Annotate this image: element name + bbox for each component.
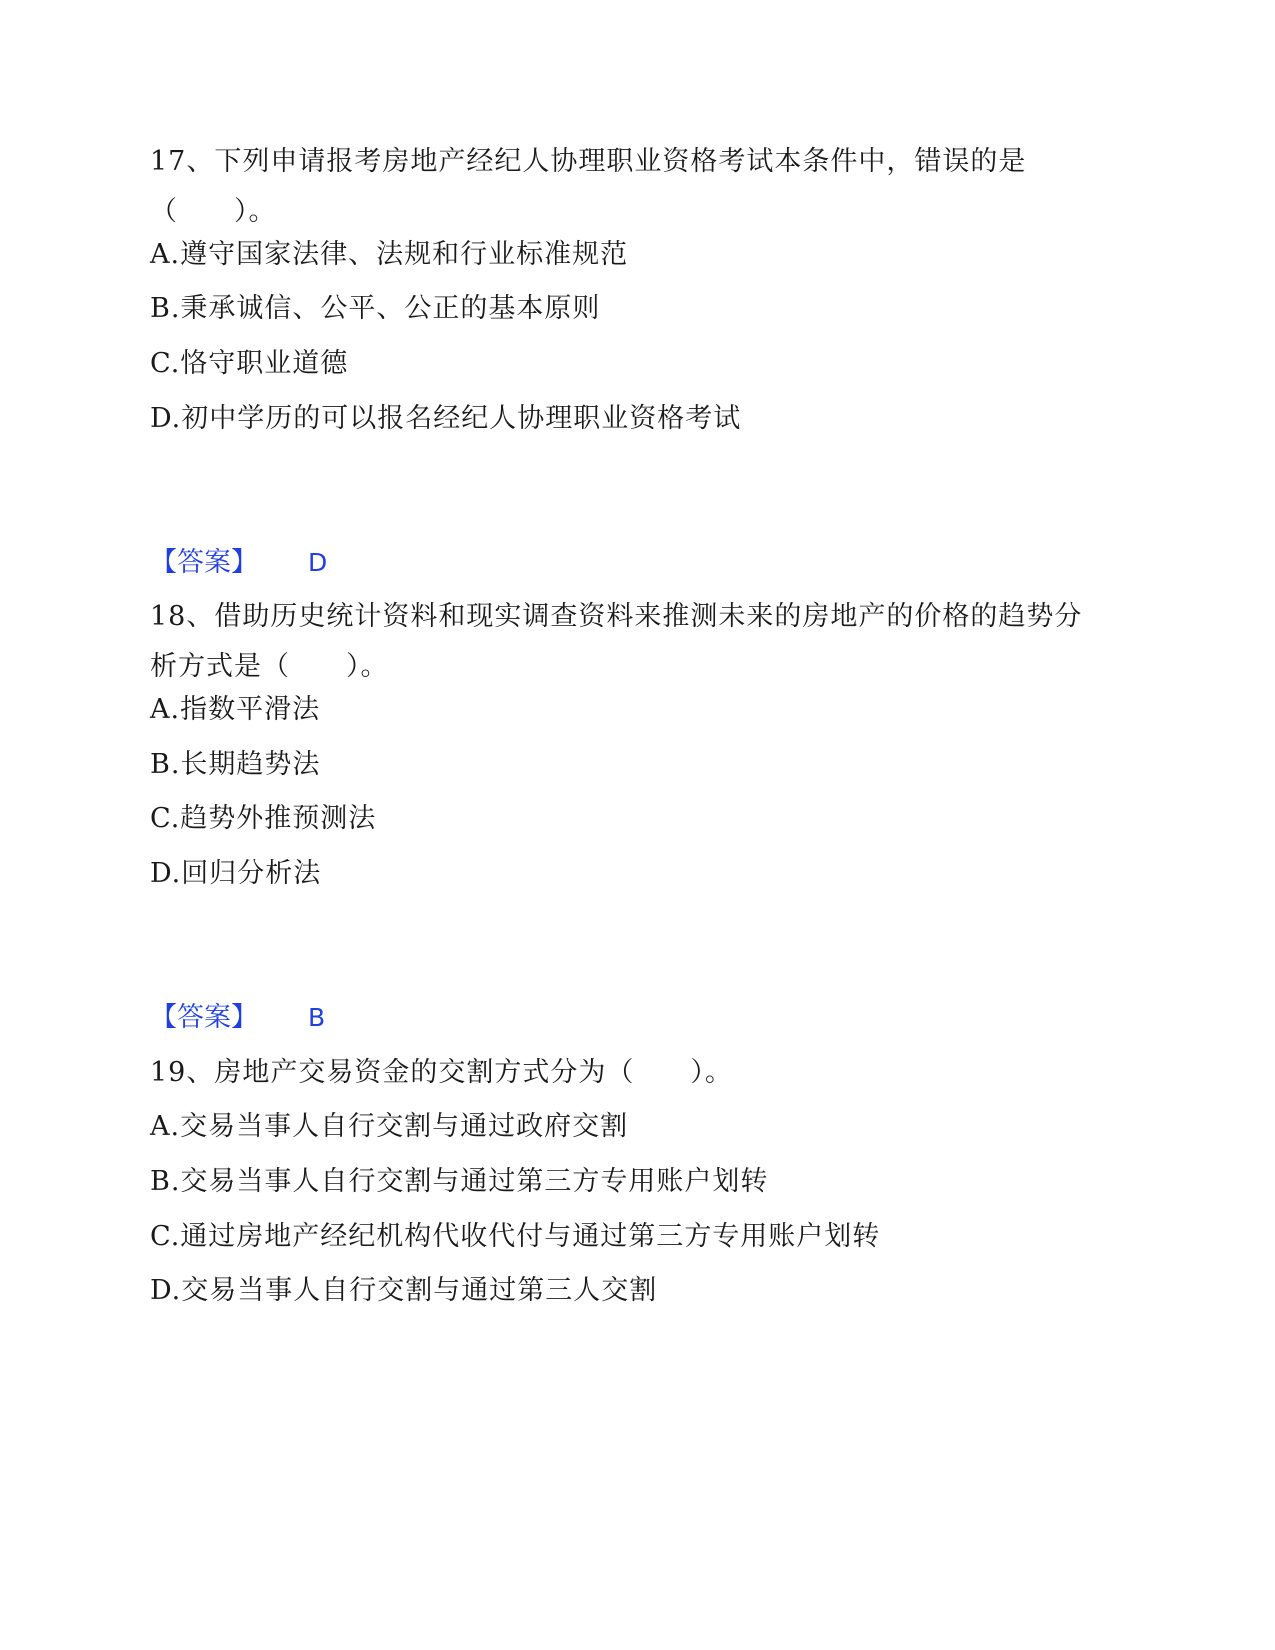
answer-label: 【答案】: [150, 1002, 258, 1033]
answer-value: B: [308, 1003, 326, 1032]
question-18-option-c: C.趋势外推预测法: [150, 803, 377, 834]
question-19-option-a: A.交易当事人自行交割与通过政府交割: [150, 1111, 629, 1142]
question-19-option-c: C.通过房地产经纪机构代收代付与通过第三方专用账户划转: [150, 1221, 881, 1252]
question-19-option-b: B.交易当事人自行交割与通过第三方专用账户划转: [150, 1166, 769, 1197]
question-17-answer: [150, 546, 327, 580]
question-18-stem: 18、借助历史统计资料和现实调查资料来推测未来的房地产的价格的趋势分析方式是（ ）。: [150, 601, 1083, 682]
answer-label: 【答案】: [150, 547, 258, 578]
question-18-option-a: A.指数平滑法: [150, 694, 321, 725]
question-17-option-a: A.遵守国家法律、法规和行业标准规范: [150, 239, 629, 270]
question-18-option-b: B.长期趋势法: [150, 749, 321, 780]
question-18-option-d: D.回归分析法: [150, 858, 322, 889]
question-19-option-d: D.交易当事人自行交割与通过第三人交割: [150, 1275, 658, 1306]
question-17-option-b: B.秉承诚信、公平、公正的基本原则: [150, 293, 601, 324]
question-19-stem: 19、房地产交易资金的交割方式分为（ ）。: [150, 1057, 733, 1088]
question-17-option-d: D.初中学历的可以报名经纪人协理职业资格考试: [150, 403, 742, 434]
question-17-stem: 17、下列申请报考房地产经纪人协理职业资格考试本条件中，错误的是（ ）。: [150, 146, 1027, 227]
question-18-answer: [150, 1001, 325, 1035]
question-17-option-c: C.恪守职业道德: [150, 348, 349, 379]
answer-value: D: [308, 548, 328, 577]
